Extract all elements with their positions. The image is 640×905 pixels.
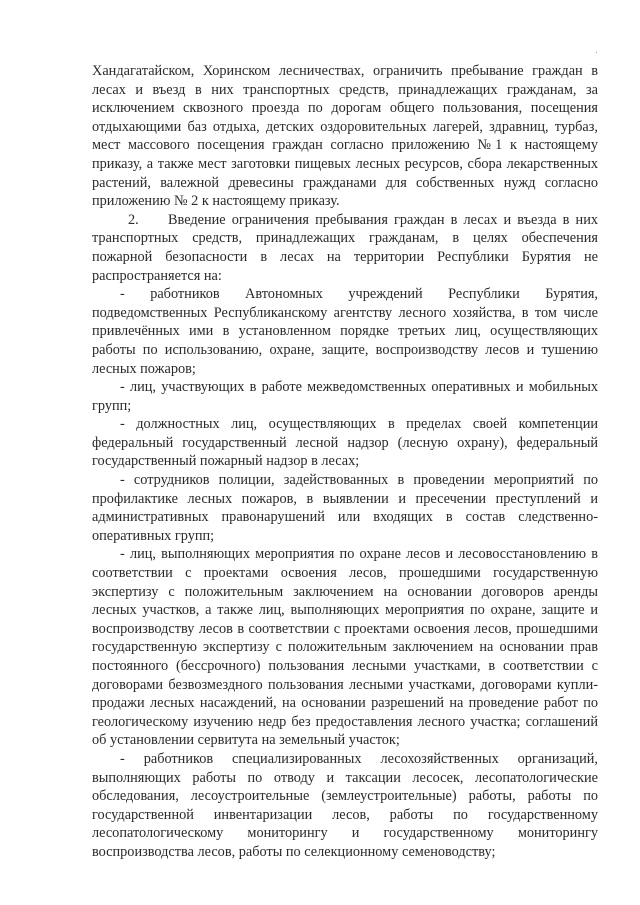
paragraph-text: Хандагатайском, Хоринском лесничествах, ограничить пребывание граждан в лесах и въезд в них транспортных средств, принадлежащих гражданам, за исключением сквозного проезда по дорогам общего пользования, посещения отдыхающими баз отдыха, детских оздоровительных лагерей, здравниц, турбаз, мест массового посещения граждан согласно приложению №1 к настоящему приказу, а также мест заготовки пищевых лесных ресурсов, сбора лекарственных растений, валежной древесины гражданами для собственных нужд согласно приложению № 2 к настоящему приказу. [92,63,598,210]
list-item [92,545,598,750]
list-item-text: - должностных лиц, осуществляющих в пределах своей компетенции федеральный государственный лесной надзор (лесную охрану), федеральный государственный пожарный надзор в лесах; [92,416,598,470]
list-item-text: - работников Автономных учреждений Республики Бурятия, подведомственных Республиканскому агентству лесного хозяйства, в том числе привлечённых ими в установленном порядке третьих лиц, осуществляющих работы по использованию, охране, защите, воспроизводству лесов и тушению лесных пожаров; [92,286,598,377]
paragraph-continuation [92,62,598,211]
document-page [92,62,598,862]
list-item-text: - сотрудников полиции, задействованных в проведении мероприятий по профилактике лесных пожаров, в выявлении и пресечении преступлений и административных правонарушений или входящих в состав следственно-оперативных групп; [92,472,598,544]
paragraph-number: 2. [128,211,139,228]
list-item [92,471,598,545]
scan-speck [596,52,597,53]
paragraph-text: Введение ограничения пребывания граждан в лесах и въезда в них транспортных средств, принадлежащих гражданам, в целях обеспечения пожарной безопасности в лесах на территории Республики Бурятия не распространяется на: [92,211,598,284]
list-item-text: - работников специализированных лесохозяйственных организаций, выполняющих работы по отводу и таксации лесосек, лесопатологические обследования, лесоустроительные (землеустроительные) работы, работы по государственной инвентаризации лесов, работы по государственному лесопатологическому мониторингу и государственному мониторингу воспроизводства лесов, работы по селекционному семеноводству; [92,750,598,860]
list-item [92,750,598,862]
list-item [92,378,598,415]
list-item [92,285,598,378]
list-item-text: - лиц, участвующих в работе межведомственных оперативных и мобильных групп; [92,379,598,414]
paragraph-numbered-2 [92,211,598,285]
list-item-text: - лиц, выполняющих мероприятия по охране лесов и лесовосстановлению в соответствии с проектами освоения лесов, прошедшими государственную экспертизу с положительным заключением на основании договоров аренды лесных участков, а также лиц, выполняющих мероприятия по охране, защите и воспроизводству лесов в соответствии с проектами освоения лесов, прошедшими государственную экспертизу с положительным заключением на основании прав постоянного (бессрочного) пользования лесными участками, в соответствии с договорами безвозмездного пользования лесными участками, договорами купли-продажи лесных насаждений, на основании разрешений на проведение работ по геологическому изучению недр без предоставления лесного участка; соглашений об установлении сервитута на земельный участок; [92,546,598,749]
list-item [92,415,598,471]
